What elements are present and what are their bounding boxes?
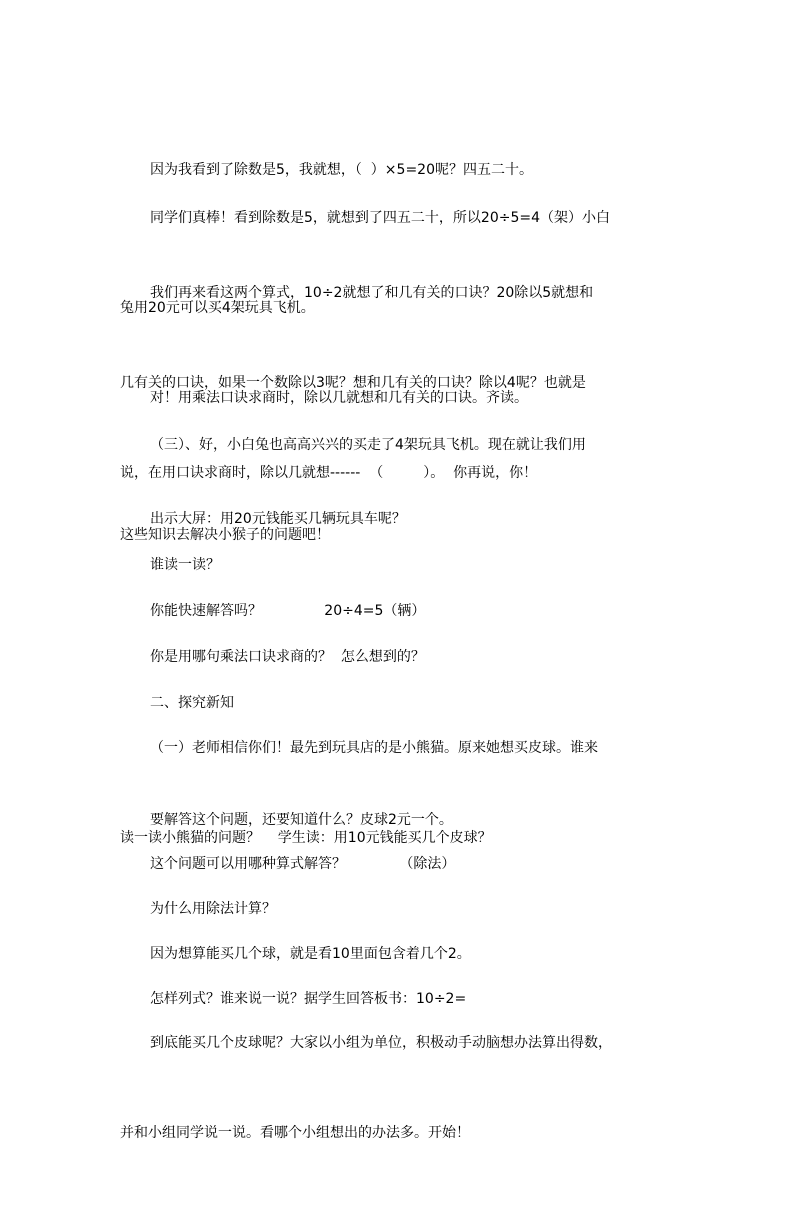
text-line: 你是用哪句乘法口诀求商的？ 怎么想到的？	[150, 649, 425, 665]
text-line: 因为想算能买几个球，就是看10里面包含着几个2。	[150, 946, 471, 962]
text-line: 对！用乘法口诀求商时，除以几就想和几有关的口诀。齐读。	[150, 390, 528, 406]
text-line: 几有关的口诀，如果一个数除以3呢？想和几有关的口诀？除以4呢？也就是	[120, 375, 586, 391]
text-line: 并和小组同学说一说。看哪个小组想出的办法多。开始！	[120, 1125, 470, 1141]
text-line: 因为我看到了除数是5，我就想，（ ）×5=20呢？四五二十。	[150, 162, 533, 178]
text-line: 到底能买几个皮球呢？大家以小组为单位，积极动手动脑想办法算出得数，	[150, 1035, 612, 1051]
text-line: 你能快速解答吗？ 20÷4=5（辆）	[150, 603, 426, 619]
text-line: 说，在用口诀求商时，除以几就想------ （ ）。 你再说，你！	[120, 465, 538, 481]
text-line: （三）、好，小白兔也高高兴兴的买走了4架玩具飞机。现在就让我们用	[150, 437, 586, 453]
paragraph-17	[120, 968, 690, 1208]
text-line: （一）老师相信你们！最先到玩具店的是小熊猫。原来她想买皮球。谁来	[150, 740, 598, 756]
text-line: 同学们真棒！看到除数是5，就想到了四五二十，所以20÷5=4（架）小白	[150, 210, 610, 226]
text-line: 读一读小熊猫的问题？ 学生读：用10元钱能买几个皮球？	[120, 830, 492, 846]
text-line: 怎样列式？谁来说一说？据学生回答板书：10÷2=	[150, 991, 467, 1007]
text-line: 为什么用除法计算？	[150, 901, 276, 917]
text-line: 这些知识去解决小猴子的问题吧！	[120, 527, 330, 543]
text-line: 兔用20元可以买4架玩具飞机。	[120, 300, 315, 316]
text-line: 我们再来看这两个算式，10÷2就想了和几有关的口诀？20除以5就想和	[150, 285, 594, 301]
text-line: 要解答这个问题，还要知道什么？皮球2元一个。	[150, 812, 453, 828]
text-line: 谁读一读？	[150, 557, 220, 573]
text-line: 出示大屏：用20元钱能买几辆玩具车呢？	[150, 511, 406, 527]
text-line: 这个问题可以用哪种算式解答？ （除法）	[150, 856, 456, 872]
section-heading: 二、探究新知	[150, 695, 234, 711]
